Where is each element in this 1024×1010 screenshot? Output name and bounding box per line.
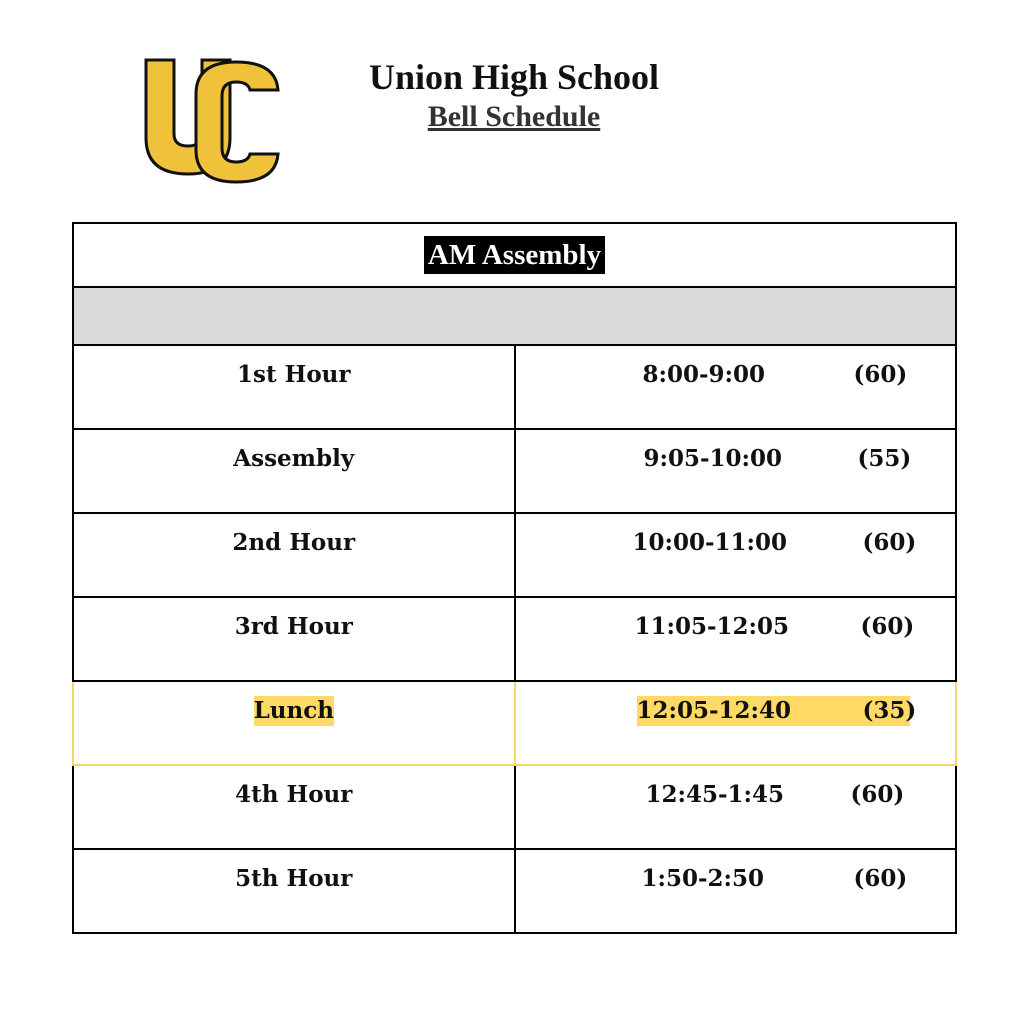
time-range: 8:00-9:00 [642, 361, 766, 388]
schedule-spacer-row [73, 287, 956, 345]
period-label: 4th Hour [235, 781, 353, 808]
time-range: 12:45-1:45 [645, 781, 785, 808]
table-row [73, 849, 956, 933]
bell-schedule-table [72, 222, 957, 934]
table-row-lunch [73, 681, 956, 765]
duration: (60) [862, 529, 917, 556]
period-label: 5th Hour [235, 865, 353, 892]
schedule-title-row [73, 223, 956, 287]
duration: (60) [850, 781, 905, 808]
table-row [73, 345, 956, 429]
period-label: 2nd Hour [232, 529, 356, 556]
time-range: 11:05-12:05 [634, 613, 790, 640]
duration: (55) [857, 445, 912, 472]
schedule-title: AM Assembly [424, 236, 605, 274]
duration: (60) [853, 361, 908, 388]
time-range: 9:05-10:00 [643, 445, 783, 472]
duration: (35) [862, 697, 917, 724]
time-range: 12:05-12:40 [636, 697, 792, 724]
period-label: Lunch [253, 697, 334, 724]
duration: (60) [860, 613, 915, 640]
time-range: 10:00-11:00 [632, 529, 788, 556]
table-row [73, 429, 956, 513]
period-label: Assembly [233, 445, 355, 472]
period-label: 1st Hour [237, 361, 351, 388]
duration: (60) [853, 865, 908, 892]
period-label: 3rd Hour [234, 613, 353, 640]
table-row [73, 597, 956, 681]
page-subtitle: Bell Schedule [427, 100, 601, 133]
time-range: 1:50-2:50 [641, 865, 765, 892]
table-row [73, 765, 956, 849]
table-row [73, 513, 956, 597]
school-name: Union High School [368, 57, 660, 97]
